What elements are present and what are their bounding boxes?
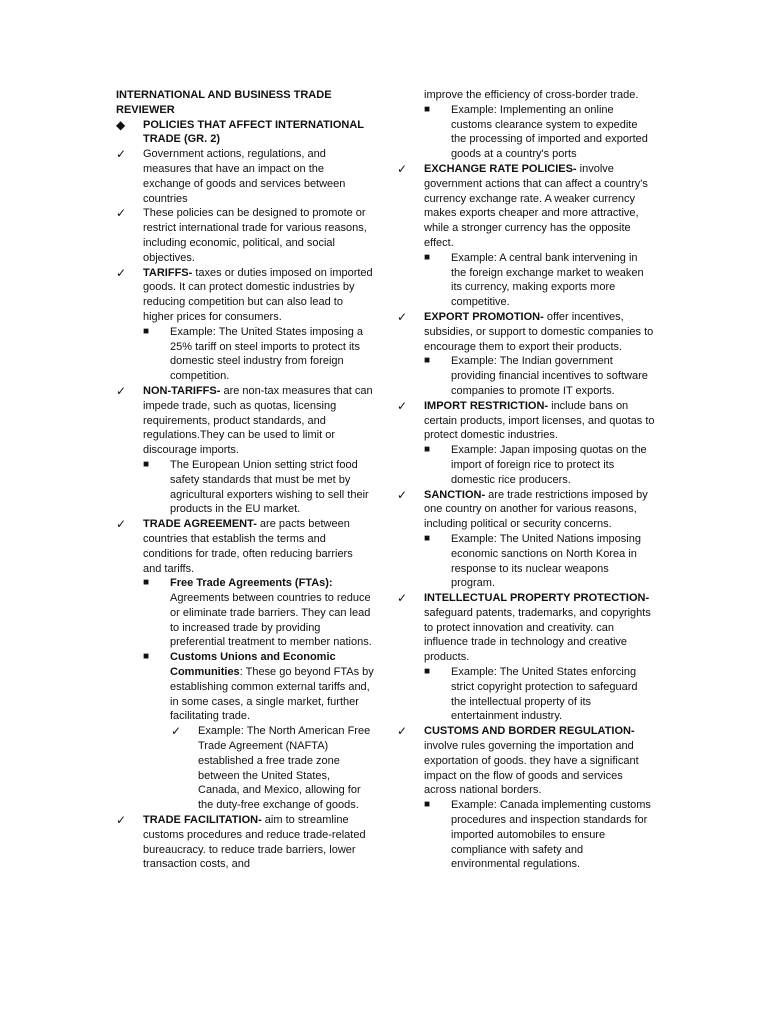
list-item-trade-facilitation: ✓ TRADE FACILITATION- aim to streamline customs procedures and reduce trade-related bureaucracy. to reduce trade barriers, lower transaction costs, and xyxy=(116,813,366,871)
checkmark-icon: ✓ xyxy=(116,265,127,280)
checkmark-icon: ✓ xyxy=(397,161,408,176)
square-bullet-icon: ■ xyxy=(424,532,431,544)
sub-item-customs-unions: ■ Customs Unions and Economic Communities: These go beyond FTAs by establishing common external tariffs and, in some cases, a single market, further facilitating trade. xyxy=(143,651,374,723)
section-heading: ◆ POLICIES THAT AFFECT INTERNATIONAL TRADE (GR. 2) xyxy=(116,117,364,146)
checkmark-icon: ✓ xyxy=(116,383,127,398)
example-item: ■ Example: Canada implementing customs procedures and inspection standards for imported automobiles to ensure compliance with safety and environmental regulations. xyxy=(424,799,651,871)
square-bullet-icon: ■ xyxy=(424,444,431,456)
list-item-sanction: ✓ SANCTION- are trade restrictions imposed by one country on another for various reasons, including political or security concerns. xyxy=(397,487,648,531)
list-item-customs-border: ✓ CUSTOMS AND BORDER REGULATION- involve rules governing the importation and exportation of goods. they have a significant impact on the flow of goods and services across national borders. xyxy=(397,724,639,797)
example-item: ■ Example: The United States imposing a 25% tariff on steel imports to protect its domestic steel industry from foreign competition. xyxy=(143,325,364,383)
checkmark-icon: ✓ xyxy=(171,724,182,739)
example-item: ■ Example: The United States enforcing strict copyright protection to safeguard the intellectual property of its entertainment industry. xyxy=(424,666,638,723)
square-bullet-icon: ■ xyxy=(424,355,431,367)
document-title xyxy=(116,88,374,118)
list-item-tariffs: ✓ TARIFFS- taxes or duties imposed on imported goods. It can protect domestic industries by reducing competition but can also lead to higher prices for consumers. xyxy=(116,265,373,323)
checkmark-icon: ✓ xyxy=(116,147,127,162)
example-item: ■ The European Union setting strict food safety standards that must be met by agricultural exporters wishing to sell their products in the EU market. xyxy=(143,458,369,516)
square-bullet-icon: ■ xyxy=(424,799,431,811)
list-item: ✓ These policies can be designed to promote or restrict international trade for various reasons, including economic, political, and social objectives. xyxy=(116,206,367,264)
square-bullet-icon: ■ xyxy=(143,325,150,337)
checkmark-icon: ✓ xyxy=(397,487,408,502)
square-bullet-icon: ■ xyxy=(424,251,431,263)
example-item: ✓ Example: The North American Free Trade Agreement (NAFTA) established a free trade zone between the United States, Canada, and Mexico, allowing for the duty-free exchange of goods. xyxy=(171,724,371,812)
diamond-bullet-icon: ◆ xyxy=(116,117,126,132)
left-column xyxy=(116,88,374,872)
checkmark-icon: ✓ xyxy=(116,206,127,221)
example-item: ■ Example: Japan imposing quotas on the import of foreign rice to protect its domestic rice producers. xyxy=(424,444,647,486)
sub-item-fta: ■ Free Trade Agreements (FTAs): Agreements between countries to reduce or eliminate trade barriers. They can lead to increased trade by providing preferential treatment to member nations. xyxy=(143,577,372,649)
square-bullet-icon: ■ xyxy=(143,577,150,589)
checkmark-icon: ✓ xyxy=(397,591,408,606)
list-item-ip-protection: ✓ INTELLECTUAL PROPERTY PROTECTION- safeguard patents, trademarks, and copyrights to protect innovation and creativity. can influence trade in technology and creative products. xyxy=(397,591,651,664)
example-item: ■ Example: The United Nations imposing economic sanctions on North Korea in response to its nuclear weapons program. xyxy=(424,532,641,590)
checkmark-icon: ✓ xyxy=(397,309,408,324)
square-bullet-icon: ■ xyxy=(143,458,150,470)
continued-text: improve the efficiency of cross-border trade. xyxy=(424,89,639,101)
checkmark-icon: ✓ xyxy=(397,398,408,413)
square-bullet-icon: ■ xyxy=(424,103,431,115)
list-item-export-promotion: ✓ EXPORT PROMOTION- offer incentives, subsidies, or support to domestic companies to encourage them to export their products. xyxy=(397,309,654,353)
checkmark-icon: ✓ xyxy=(397,724,408,739)
title-line-2: REVIEWER xyxy=(116,103,175,116)
checkmark-icon: ✓ xyxy=(116,517,127,532)
title-line-1: INTERNATIONAL AND BUSINESS TRADE xyxy=(116,89,332,101)
list-item-non-tariffs: ✓ NON-TARIFFS- are non-tax measures that can impede trade, such as quotas, licensing requirements, product standards, and regulations.They can be used to limit or discourage imports. xyxy=(116,383,373,457)
example-item: ■ Example: The Indian government providing financial incentives to software companies to promote IT exports. xyxy=(424,355,648,397)
square-bullet-icon: ■ xyxy=(424,666,431,678)
list-item-import-restriction: ✓ IMPORT RESTRICTION- include bans on certain products, import licenses, and quotas to protect domestic industries. xyxy=(397,398,655,442)
list-item: ✓ Government actions, regulations, and measures that have an impact on the exchange of goods and services between countries xyxy=(116,147,346,205)
list-item-trade-agreement: ✓ TRADE AGREEMENT- are pacts between countries that establish the terms and conditions for trade, often reducing barriers and tariffs. xyxy=(116,517,353,575)
list-item-exchange-rate: ✓ EXCHANGE RATE POLICIES- involve government actions that can affect a country's currency exchange rate. A weaker currency makes exports cheaper and more attractive, while a stronger currency has the opposite effect. xyxy=(397,161,648,249)
checkmark-icon: ✓ xyxy=(116,813,127,828)
square-bullet-icon: ■ xyxy=(143,651,150,663)
example-item: ■ Example: Implementing an online customs clearance system to expedite the processing of imported and exported goods at a country's ports xyxy=(424,103,648,161)
example-item: ■ Example: A central bank intervening in the foreign exchange market to weaken its currency, making exports more competitive. xyxy=(424,251,644,309)
right-column xyxy=(397,88,655,872)
